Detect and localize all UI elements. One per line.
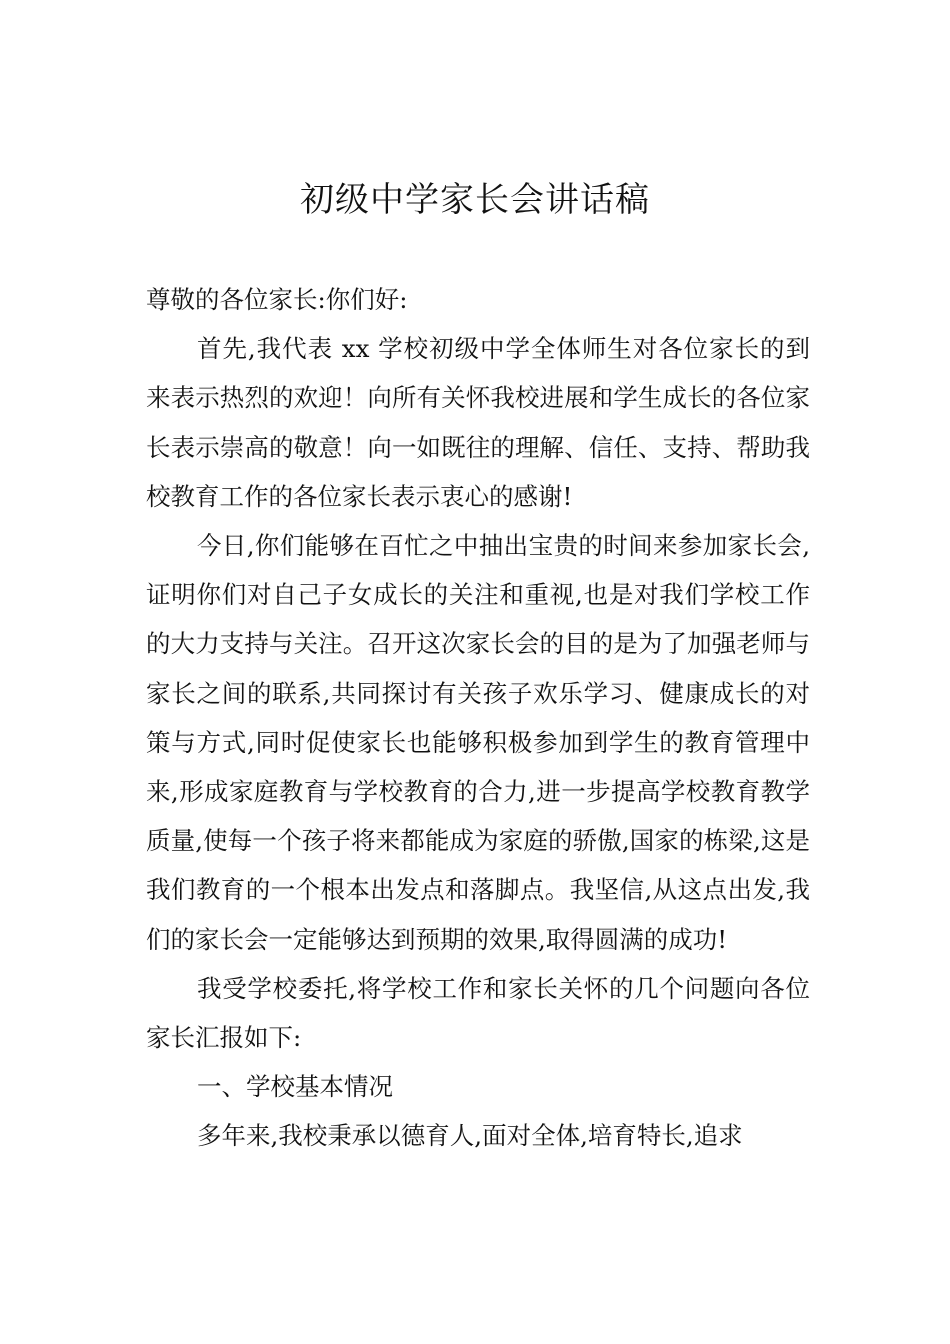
paragraph-purpose: 今日,你们能够在百忙之中抽出宝贵的时间来参加家长会,证明你们对自己子女成长的关注和重视,也是对我们学校工作的大力支持与关注。召开这次家长会的目的是为了加强老师与家长之间的联系,共同探讨有关孩子欢乐学习、健康成长的对策与方式,同时促使家长也能够积极参加到学生的教育管理中来,形成家庭教育与学校教育的合力,进一步提高学校教育教学质量,使每一个孩子将来都能成为家庭的骄傲,国家的栋梁,这是我们教育的一个根本出发点和落脚点。我坚信,从这点出发,我们的家长会一定能够达到预期的效果,取得圆满的成功!	[146, 531, 810, 954]
document-title: 初级中学家长会讲话稿	[300, 180, 650, 220]
paragraph-report-intro: 我受学校委托,将学校工作和家长关怀的几个问题向各位家长汇报如下:	[146, 973, 810, 1053]
paragraph-welcome: 首先,我代表 xx 学校初级中学全体师生对各位家长的到来表示热烈的欢迎！向所有关怀我校进展和学生成长的各位家长表示崇高的敬意！向一如既往的理解、信任、支持、帮助我校教育工作的各位家长表示衷心的感谢!	[146, 334, 810, 511]
salutation: 尊敬的各位家长:你们好:	[146, 285, 408, 314]
document-body	[146, 275, 810, 1161]
paragraph-school-overview: 多年来,我校秉承以德育人,面对全体,培育特长,追求	[197, 1121, 743, 1151]
section-heading-school-overview: 一、学校基本情况	[197, 1072, 393, 1102]
